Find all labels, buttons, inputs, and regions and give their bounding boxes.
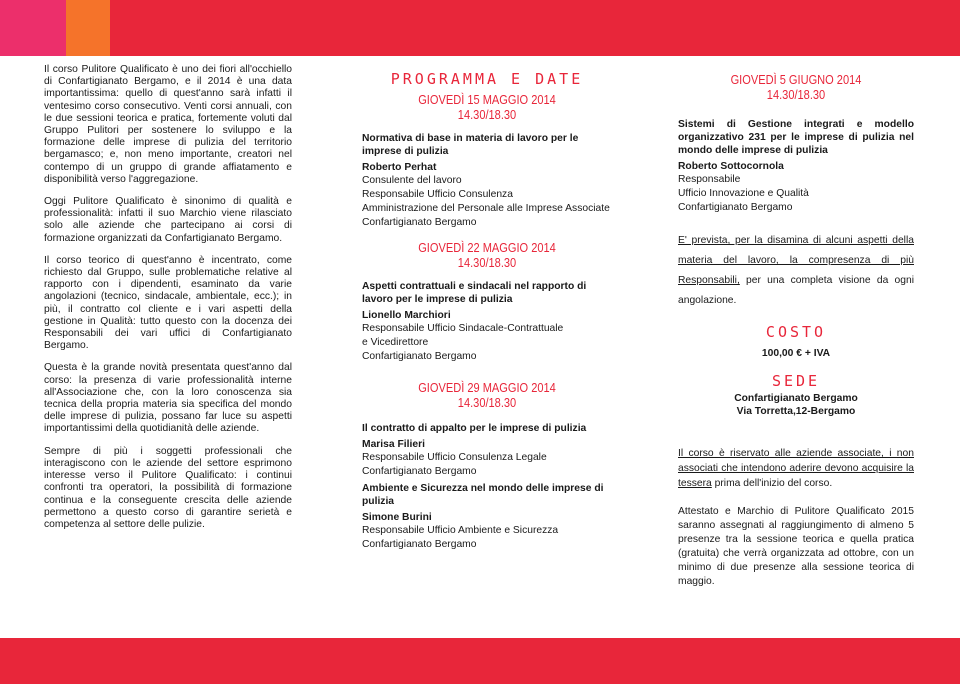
pink-accent-block [0, 0, 66, 56]
session-time: 14.30/18.30 [457, 395, 517, 410]
top-color-band [0, 0, 960, 56]
intro-paragraph: Oggi Pulitore Qualificato è sinonimo di qualità e professionalità: infatti il suo Marchio viene rilasciato solo alle aziende che partecipano ai corsi di formazione organizzati da Confartigianato Bergamo. [44, 196, 292, 244]
speaker-role: Confartigianato Bergamo [362, 351, 477, 362]
speaker-role: Responsabile [678, 174, 741, 185]
speaker-role: Responsabile Ufficio Ambiente e Sicurezza [362, 525, 559, 536]
session-topic: Aspetti contrattuali e sindacali nel rapporto di lavoro per le imprese di pulizia [362, 281, 587, 305]
session-topic: Ambiente e Sicurezza nel mondo delle imprese di pulizia [362, 483, 604, 507]
session-topic: Sistemi di Gestione integrati e modello organizzativo 231 per le imprese di pulizia nel mondo delle imprese di pulizia [678, 119, 914, 156]
intro-paragraph: Questa è la grande novità presentata quest'anno dal corso: la presenza di varie professionalità interne all'Associazione che, con la loro conoscenza sia tecnica della propria materia sia specifica del mondo delle imprese di pulizia, possano far luce su aspetti importantissimi della quotidianità delle aziende. [44, 362, 292, 435]
speaker-name: Roberto Perhat [362, 162, 437, 173]
session-date: GIOVEDÌ 22 MAGGIO 2014 [418, 240, 556, 255]
program-column [362, 70, 612, 552]
speaker-role: Confartigianato Bergamo [362, 217, 477, 228]
session-2 [362, 240, 612, 364]
speaker-role: Responsabile Ufficio Consulenza Legale [362, 452, 547, 463]
costo-heading: COSTO [765, 323, 827, 341]
session-time: 14.30/18.30 [766, 87, 826, 102]
reserved-rest: prima dell'inizio del corso. [711, 478, 833, 489]
details-column [678, 72, 914, 589]
intro-column [44, 64, 292, 541]
speaker-role: Ufficio Innovazione e Qualità [678, 188, 809, 199]
note-paragraph [678, 231, 914, 311]
speaker-name: Lionello Marchiori [362, 310, 451, 321]
intro-paragraph: Il corso teorico di quest'anno è incentrato, come richiesto dal Gruppo, sulle problematiche relative al rapporto con i dipendenti, esaminato da varie angolazioni (tecnico, sindacale, ambientale, ecc.); in più, il contratto col cliente e i vari aspetti della gestione in Qualità: tutto questo con la docenza dei Responsabili dei vari uffici di Confartigianato Bergamo. [44, 254, 292, 352]
intro-paragraph: Sempre di più i soggetti professionali che interagiscono con le aziende del settore esprimono interesse verso il Pulitore Qualificato: i continui confronti tra operatori, la possibilità di formazione continua e la conseguente crescita delle aziende permettono a questo corso di garantire serietà e competenza al settore delle pulizie. [44, 445, 292, 530]
session-topic: Il contratto di appalto per le imprese di pulizia [362, 423, 587, 434]
session-time: 14.30/18.30 [457, 255, 517, 270]
session-time: 14.30/18.30 [457, 107, 517, 122]
note-rest: per una completa visione da ogni angolazione. [678, 275, 914, 306]
final-paragraph: Attestato e Marchio di Pulitore Qualificato 2015 saranno assegnati al raggiungimento di almeno 5 presenze tra la sessione teorica e quella pratica (gratuita) che verrà organizzata ad ottobre, con un minimo di due presenze alla sessione teorica di maggio. [678, 506, 914, 587]
speaker-role: e Vicedirettore [362, 337, 429, 348]
intro-paragraph: Il corso Pulitore Qualificato è uno dei fiori all'occhiello di Confartigianato Bergamo, e il 2014 è una data importantissima: quello di quest'anno sarà infatti il ventesimo corso consecutivo. Venti corsi annuali, con le due sessioni teorica e pratica, fortemente voluti dal Gruppo Pulitori per sostenere lo sviluppo e la formazione delle imprese di pulizia del territorio bergamasco; e, non meno importante, creatori nel contempo di un gruppo di grande affiatamento e disponibilità verso l'aggregazione. [44, 64, 292, 185]
session-date: GIOVEDÌ 15 MAGGIO 2014 [418, 92, 556, 107]
orange-accent-block [66, 0, 110, 56]
costo-value: 100,00 € + IVA [761, 348, 831, 359]
speaker-name: Simone Burini [362, 512, 432, 523]
speaker-role: Amministrazione del Personale alle Imprese Associate [362, 203, 610, 214]
session-date: GIOVEDÌ 29 MAGGIO 2014 [418, 380, 556, 395]
session-3 [362, 380, 612, 552]
speaker-role: Responsabile Ufficio Sindacale-Contrattuale [362, 323, 564, 334]
speaker-name: Roberto Sottocornola [678, 161, 784, 172]
speaker-role: Responsabile Ufficio Consulenza [362, 189, 513, 200]
session-topic: Normativa di base in materia di lavoro per le imprese di pulizia [362, 133, 579, 157]
bottom-color-band [0, 638, 960, 684]
reserved-underlined: Il corso è riservato alle aziende associate, i non associati che intendono aderire devono acquisire la tessera [678, 448, 914, 489]
note-underlined: E' prevista, per la disamina di alcuni aspetti della materia del lavoro, la compresenza di più Responsabili, [678, 235, 914, 286]
session-date: GIOVEDÌ 5 GIUGNO 2014 [730, 72, 862, 87]
program-heading: PROGRAMMA E DATE [390, 70, 584, 88]
sede-name: Confartigianato Bergamo [734, 393, 858, 404]
reserved-paragraph [678, 446, 914, 491]
speaker-role: Confartigianato Bergamo [362, 539, 477, 550]
session-1 [362, 92, 612, 230]
sede-heading: SEDE [771, 372, 821, 390]
sede-address: Via Torretta,12-Bergamo [736, 406, 856, 417]
speaker-name: Marisa Filieri [362, 439, 425, 450]
speaker-role: Confartigianato Bergamo [678, 202, 793, 213]
speaker-role: Confartigianato Bergamo [362, 466, 477, 477]
speaker-role: Consulente del lavoro [362, 175, 462, 186]
